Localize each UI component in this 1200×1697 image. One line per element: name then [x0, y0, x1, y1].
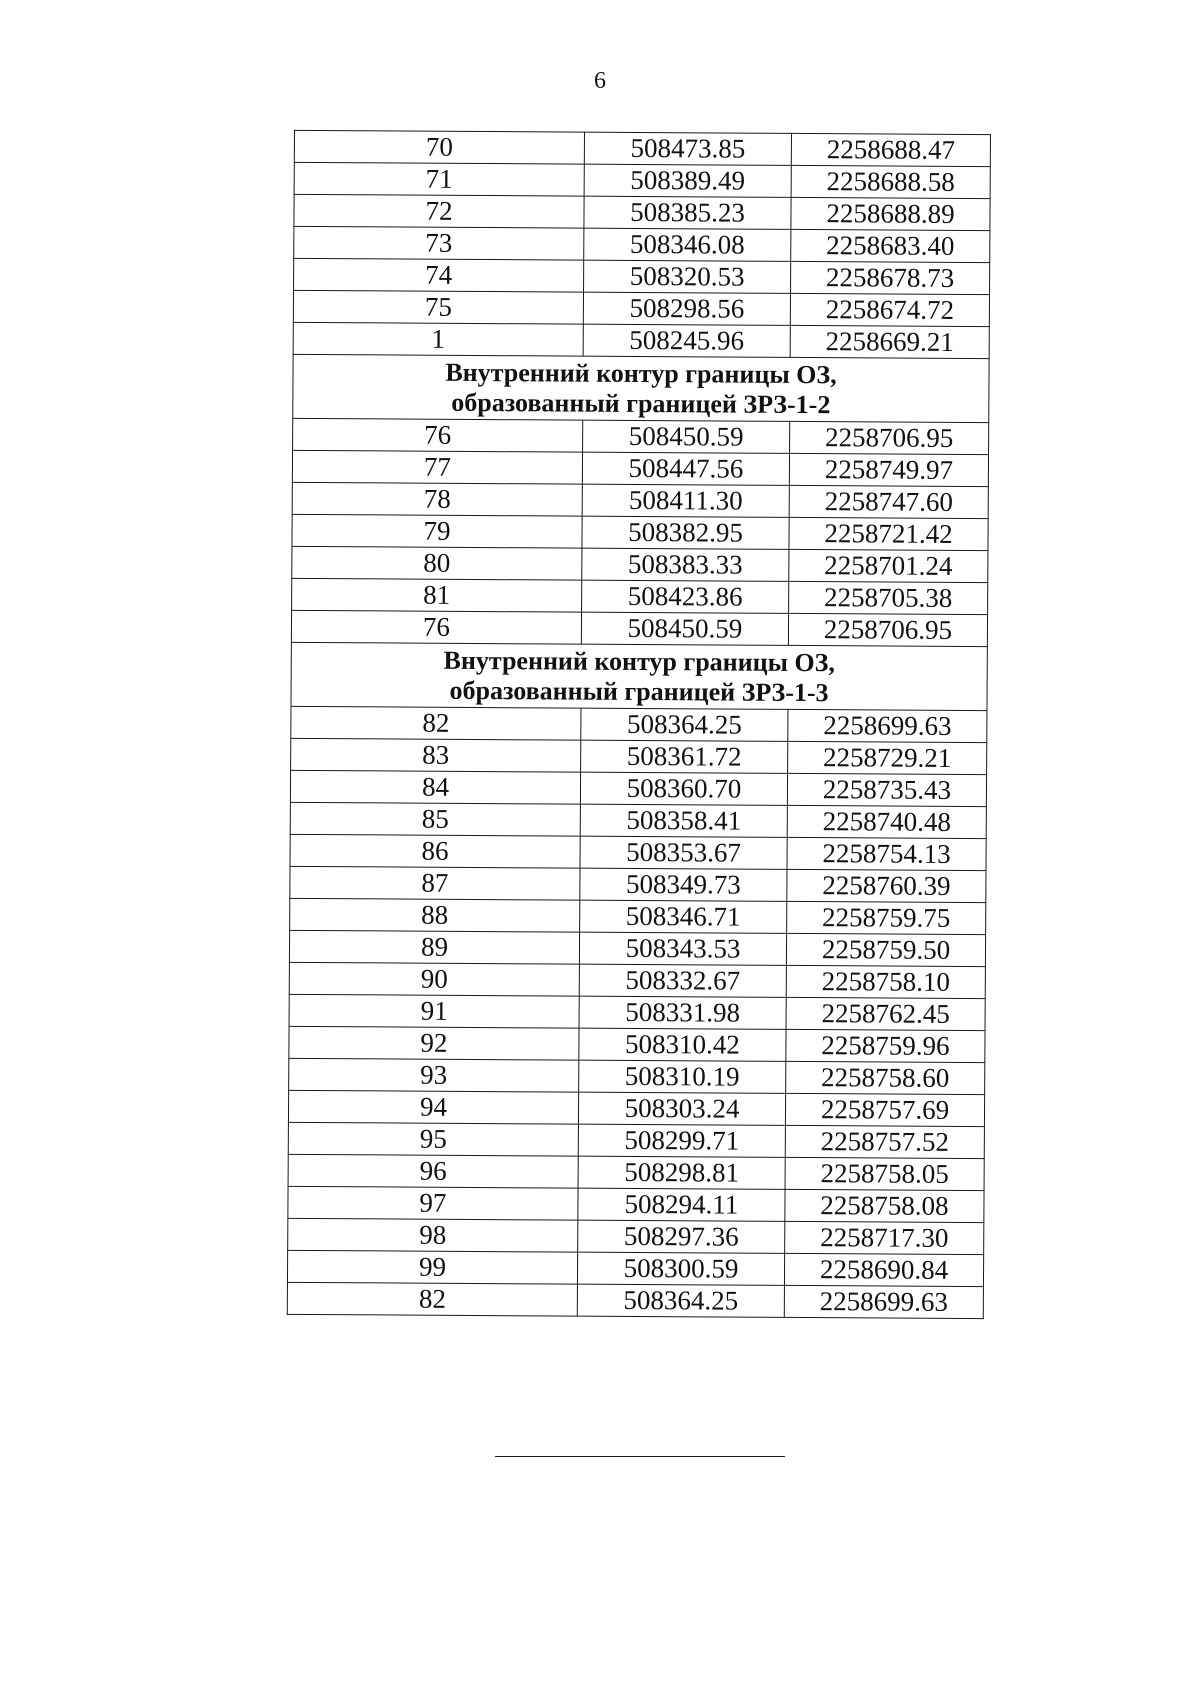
point-number-cell: 85	[290, 802, 580, 836]
x-coordinate-cell: 508364.25	[577, 1284, 784, 1317]
y-coordinate-cell: 2258717.30	[785, 1221, 984, 1254]
point-number-cell: 90	[289, 962, 579, 996]
x-coordinate-cell: 508447.56	[582, 452, 789, 485]
x-coordinate-cell: 508385.23	[584, 196, 791, 229]
point-number-cell: 97	[288, 1186, 578, 1220]
y-coordinate-cell: 2258760.39	[787, 869, 986, 902]
point-number-cell: 76	[293, 418, 583, 452]
point-number-cell: 82	[287, 1282, 577, 1316]
y-coordinate-cell: 2258758.05	[785, 1157, 984, 1190]
table-row	[289, 962, 985, 998]
y-coordinate-cell: 2258678.73	[791, 261, 990, 294]
table-row	[294, 194, 990, 230]
x-coordinate-cell: 508364.25	[581, 708, 788, 741]
table-row	[288, 1090, 984, 1126]
footer-divider	[495, 1456, 785, 1457]
table-row	[288, 1186, 984, 1222]
point-number-cell: 87	[290, 866, 580, 900]
section-title-line: Внутренний контур границы ОЗ,	[443, 645, 835, 678]
point-number-cell: 99	[287, 1250, 577, 1284]
y-coordinate-cell: 2258757.69	[785, 1093, 984, 1126]
x-coordinate-cell: 508423.86	[582, 580, 789, 613]
x-coordinate-cell: 508298.56	[583, 292, 790, 325]
section-title	[291, 642, 987, 710]
x-coordinate-cell: 508245.96	[583, 324, 790, 357]
point-number-cell: 84	[290, 770, 580, 804]
y-coordinate-cell: 2258701.24	[789, 549, 988, 582]
point-number-cell: 83	[291, 738, 581, 772]
x-coordinate-cell: 508346.71	[580, 900, 787, 933]
x-coordinate-cell: 508299.71	[578, 1124, 785, 1157]
y-coordinate-cell: 2258759.75	[787, 901, 986, 934]
y-coordinate-cell: 2258705.38	[789, 581, 988, 614]
table-row	[290, 866, 986, 902]
table-row	[293, 322, 989, 358]
y-coordinate-cell: 2258754.13	[787, 837, 986, 870]
x-coordinate-cell: 508346.08	[584, 228, 791, 261]
table-row	[289, 994, 985, 1030]
point-number-cell: 88	[290, 898, 580, 932]
y-coordinate-cell: 2258674.72	[790, 293, 989, 326]
y-coordinate-cell: 2258762.45	[786, 997, 985, 1030]
x-coordinate-cell: 508360.70	[580, 772, 787, 805]
y-coordinate-cell: 2258669.21	[790, 325, 989, 358]
point-number-cell: 70	[294, 130, 584, 164]
point-number-cell: 73	[294, 226, 584, 260]
point-number-cell: 80	[292, 546, 582, 580]
y-coordinate-cell: 2258759.96	[786, 1029, 985, 1062]
table-row	[294, 130, 990, 166]
point-number-cell: 82	[291, 706, 581, 740]
section-title-line: образованный границей ЗРЗ-1-3	[449, 675, 829, 708]
x-coordinate-cell: 508303.24	[578, 1092, 785, 1125]
y-coordinate-cell: 2258735.43	[787, 773, 986, 806]
x-coordinate-cell: 508310.19	[579, 1060, 786, 1093]
y-coordinate-cell: 2258690.84	[784, 1253, 983, 1286]
section-title-line: Внутренний контур границы ОЗ,	[445, 357, 837, 390]
y-coordinate-cell: 2258747.60	[789, 485, 988, 518]
table-row	[292, 450, 988, 486]
y-coordinate-cell: 2258683.40	[791, 229, 990, 262]
point-number-cell: 78	[292, 482, 582, 516]
x-coordinate-cell: 508294.11	[578, 1188, 785, 1221]
point-number-cell: 92	[289, 1026, 579, 1060]
table-row	[289, 1026, 985, 1062]
point-number-cell: 93	[289, 1058, 579, 1092]
table-row	[291, 738, 987, 774]
x-coordinate-cell: 508411.30	[582, 484, 789, 517]
point-number-cell: 74	[294, 258, 584, 292]
x-coordinate-cell: 508473.85	[584, 132, 791, 165]
point-number-cell: 95	[288, 1122, 578, 1156]
table-row	[287, 1250, 983, 1286]
point-number-cell: 77	[292, 450, 582, 484]
y-coordinate-cell: 2258688.58	[791, 165, 990, 198]
section-title-row	[293, 354, 989, 422]
y-coordinate-cell: 2258758.60	[786, 1061, 985, 1094]
y-coordinate-cell: 2258759.50	[786, 933, 985, 966]
point-number-cell: 98	[288, 1218, 578, 1252]
section-title	[293, 354, 989, 422]
x-coordinate-cell: 508310.42	[579, 1028, 786, 1061]
y-coordinate-cell: 2258721.42	[789, 517, 988, 550]
y-coordinate-cell: 2258757.52	[785, 1125, 984, 1158]
table-row	[290, 898, 986, 934]
point-number-cell: 86	[290, 834, 580, 868]
point-number-cell: 89	[289, 930, 579, 964]
x-coordinate-cell: 508349.73	[580, 868, 787, 901]
x-coordinate-cell: 508382.95	[582, 516, 789, 549]
point-number-cell: 91	[289, 994, 579, 1028]
x-coordinate-cell: 508450.59	[581, 612, 788, 645]
point-number-cell: 96	[288, 1154, 578, 1188]
table-row	[293, 290, 989, 326]
y-coordinate-cell: 2258758.08	[785, 1189, 984, 1222]
table-row	[292, 514, 988, 550]
table-row	[289, 1058, 985, 1094]
table-row	[290, 834, 986, 870]
table-row	[294, 226, 990, 262]
section-title-row	[291, 642, 987, 710]
y-coordinate-cell: 2258740.48	[787, 805, 986, 838]
table-row	[290, 770, 986, 806]
x-coordinate-cell: 508361.72	[581, 740, 788, 773]
section-title-line: образованный границей ЗРЗ-1-2	[451, 387, 831, 420]
x-coordinate-cell: 508332.67	[579, 964, 786, 997]
x-coordinate-cell: 508298.81	[578, 1156, 785, 1189]
table-row	[292, 482, 988, 518]
x-coordinate-cell: 508450.59	[583, 420, 790, 453]
x-coordinate-cell: 508300.59	[577, 1252, 784, 1285]
coordinates-table	[287, 130, 991, 1319]
x-coordinate-cell: 508383.33	[582, 548, 789, 581]
y-coordinate-cell: 2258749.97	[789, 453, 988, 486]
y-coordinate-cell: 2258729.21	[788, 741, 987, 774]
point-number-cell: 72	[294, 194, 584, 228]
x-coordinate-cell: 508343.53	[579, 932, 786, 965]
table-row	[292, 578, 988, 614]
point-number-cell: 71	[294, 162, 584, 196]
table-row	[294, 258, 990, 294]
x-coordinate-cell: 508358.41	[580, 804, 787, 837]
table-row	[288, 1122, 984, 1158]
y-coordinate-cell: 2258758.10	[786, 965, 985, 998]
table-row	[289, 930, 985, 966]
point-number-cell: 1	[293, 322, 583, 356]
y-coordinate-cell: 2258688.47	[791, 133, 990, 166]
y-coordinate-cell: 2258706.95	[790, 421, 989, 454]
page-number: 6	[594, 68, 606, 94]
y-coordinate-cell: 2258688.89	[791, 197, 990, 230]
y-coordinate-cell: 2258699.63	[784, 1285, 983, 1318]
table-row	[292, 546, 988, 582]
x-coordinate-cell: 508389.49	[584, 164, 791, 197]
x-coordinate-cell: 508297.36	[578, 1220, 785, 1253]
coordinates-table-body	[287, 130, 990, 1318]
table-row	[288, 1154, 984, 1190]
point-number-cell: 81	[292, 578, 582, 612]
y-coordinate-cell: 2258706.95	[788, 613, 987, 646]
table-row	[288, 1218, 984, 1254]
table-row	[293, 418, 989, 454]
table-row	[291, 706, 987, 742]
y-coordinate-cell: 2258699.63	[788, 709, 987, 742]
x-coordinate-cell: 508353.67	[580, 836, 787, 869]
point-number-cell: 79	[292, 514, 582, 548]
point-number-cell: 75	[293, 290, 583, 324]
table-row	[291, 610, 987, 646]
x-coordinate-cell: 508320.53	[584, 260, 791, 293]
table-row	[294, 162, 990, 198]
point-number-cell: 94	[288, 1090, 578, 1124]
table-row	[290, 802, 986, 838]
x-coordinate-cell: 508331.98	[579, 996, 786, 1029]
point-number-cell: 76	[291, 610, 581, 644]
table-row	[287, 1282, 983, 1318]
